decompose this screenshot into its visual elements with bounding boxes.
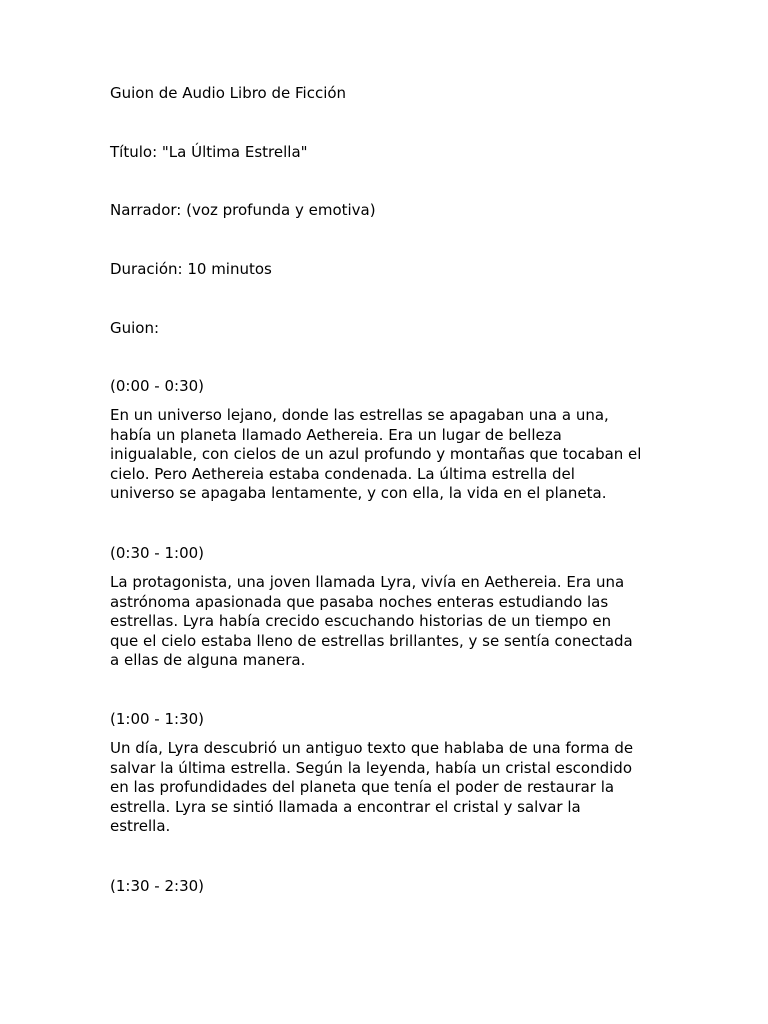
document-header: Guion de Audio Libro de Ficción xyxy=(110,84,347,102)
paragraph-line: inigualable, con cielos de un azul profundo y montañas que tocaban el xyxy=(110,445,642,463)
section-paragraph xyxy=(110,739,670,837)
document-title: Título: "La Última Estrella" xyxy=(110,143,308,161)
paragraph-line: cielo. Pero Aethereia estaba condenada. La última estrella del xyxy=(110,464,575,483)
section-timestamp: (0:00 - 0:30) xyxy=(110,377,205,395)
paragraph-line: en las profundidades del planeta que tenía el poder de restaurar la xyxy=(110,778,615,796)
duration-line: Duración: 10 minutos xyxy=(110,260,272,278)
section-timestamp: (1:00 - 1:30) xyxy=(110,710,205,728)
section-paragraph xyxy=(110,573,670,671)
script-label: Guion: xyxy=(110,319,160,337)
section-timestamp: (0:30 - 1:00) xyxy=(110,544,205,562)
section-paragraph xyxy=(110,406,670,504)
paragraph-line: que el cielo estaba lleno de estrellas brillantes, y se sentía conectada xyxy=(110,631,633,650)
paragraph-line: estrella. Lyra se sintió llamada a encontrar el cristal y salvar la xyxy=(110,797,581,816)
section-timestamp: (1:30 - 2:30) xyxy=(110,877,205,895)
paragraph-line: universo se apagaba lentamente, y con ella, la vida en el planeta. xyxy=(110,484,607,502)
paragraph-line: La protagonista, una joven llamada Lyra, vivía en Aethereia. Era una xyxy=(110,573,625,591)
paragraph-line: estrellas. Lyra había crecido escuchando historias de un tiempo en xyxy=(110,612,612,630)
paragraph-line: En un universo lejano, donde las estrellas se apagaban una a una, xyxy=(110,406,609,424)
paragraph-line: salvar la última estrella. Según la leyenda, había un cristal escondido xyxy=(110,758,632,777)
paragraph-line: estrella. xyxy=(110,817,171,835)
narrator-line: Narrador: (voz profunda y emotiva) xyxy=(110,201,376,219)
paragraph-line: Un día, Lyra descubrió un antiguo texto que hablaba de una forma de xyxy=(110,739,634,757)
paragraph-line: astrónoma apasionada que pasaba noches enteras estudiando las xyxy=(110,592,609,611)
paragraph-line: había un planeta llamado Aethereia. Era un lugar de belleza xyxy=(110,425,562,444)
paragraph-line: a ellas de alguna manera. xyxy=(110,651,306,669)
